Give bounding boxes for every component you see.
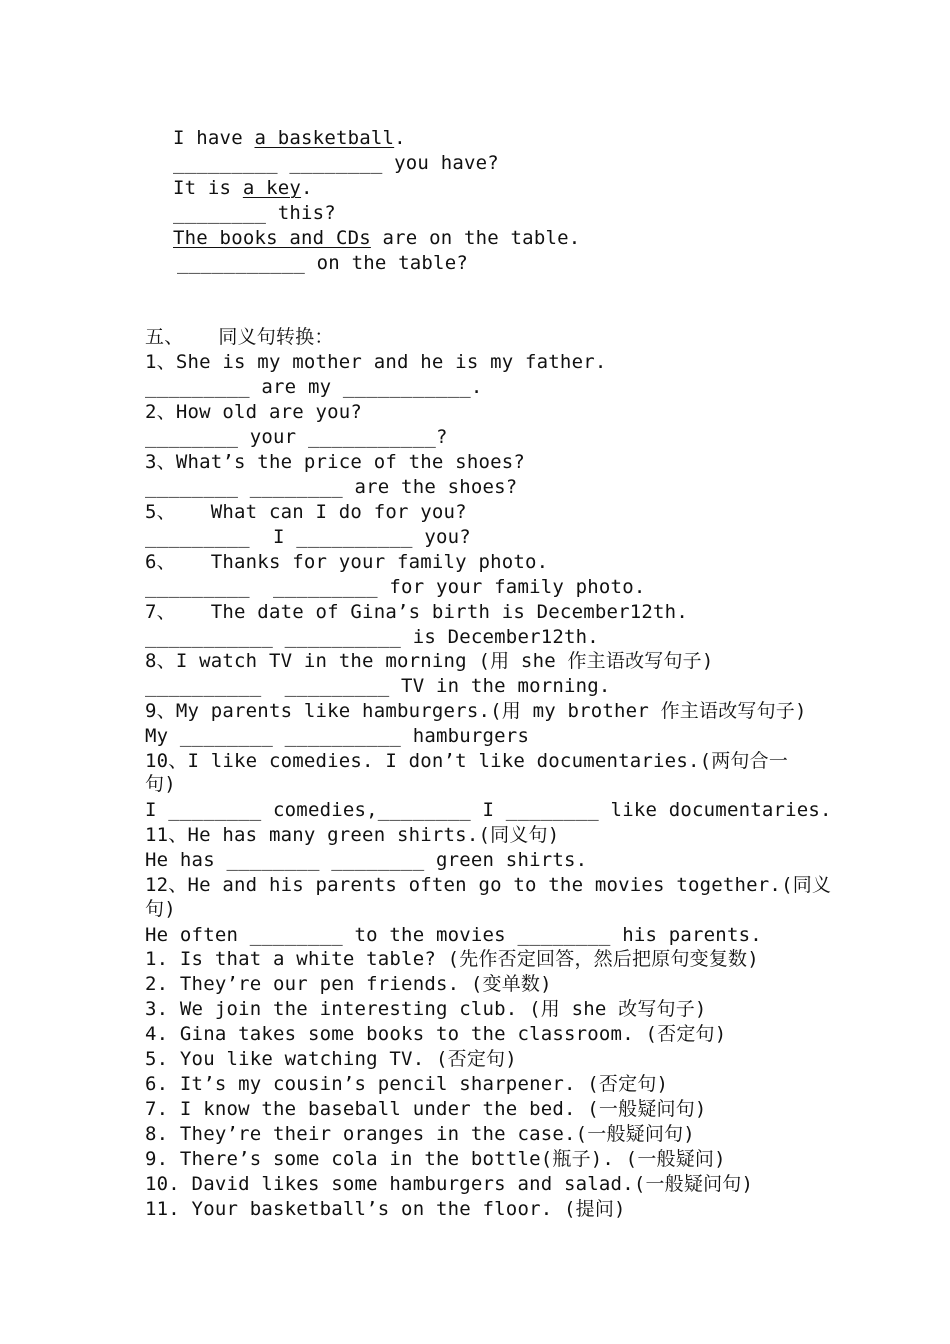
exercise-line: 5、 What can I do for you? [145, 501, 467, 523]
exercise-line: __________ _________ TV in the morning. [145, 675, 611, 697]
exercise-line [173, 226, 580, 250]
exercise-line: ________ your ___________? [145, 426, 448, 448]
exercise-line: 10. David likes some hamburgers and salad.(一般疑问句) [145, 1173, 754, 1195]
exercise-line: 7、 The date of Gina’s birth is December12th. [145, 601, 688, 623]
text: . [394, 127, 406, 149]
exercise-line [173, 126, 406, 150]
exercise-line: 9、My parents like hamburgers.(用 my brother 作主语改写句子) [145, 700, 807, 722]
underlined-text: a key [242, 177, 302, 199]
exercise-line: He has ________ ________ green shirts. [145, 849, 588, 871]
exercise-line: 句) [145, 898, 176, 920]
exercise-line: 8、I watch TV in the morning (用 she 作主语改写句子) [145, 650, 714, 672]
exercise-line: 句) [145, 773, 176, 795]
exercise-line: 6、 Thanks for your family photo. [145, 551, 549, 573]
exercise-line: My ________ __________ hamburgers [145, 725, 530, 747]
exercise-line: He often ________ to the movies ________ his parents. [145, 924, 762, 946]
text: . [301, 177, 313, 199]
exercise-line: 4. Gina takes some books to the classroom. (否定句) [145, 1023, 727, 1045]
exercise-line: 11、He has many green shirts.(同义句) [145, 824, 560, 846]
text: I have [173, 127, 255, 149]
exercise-line [173, 176, 313, 200]
exercise-line: 10、I like comedies. I don’t like documentaries.(两句合一 [145, 750, 789, 772]
section-heading: 五、 同义句转换： [145, 326, 334, 348]
text: It is [173, 177, 243, 199]
exercise-line: 8. They’re their oranges in the case.(一般疑问句) [145, 1123, 695, 1145]
underlined-text: The books and CDs [173, 227, 371, 249]
blank-line: _________ ________ you have? [173, 152, 499, 174]
exercise-line: ________ ________ are the shoes? [145, 476, 518, 498]
exercise-line: 3、What’s the price of the shoes? [145, 451, 526, 473]
exercise-line: ___________ __________ is December12th. [145, 626, 599, 648]
exercise-line: _________ _________ for your family photo. [145, 576, 646, 598]
exercise-line: _________ I __________ you? [145, 526, 471, 548]
exercise-line: _________ are my ___________. [145, 376, 483, 398]
exercise-line: 2. They’re our pen friends. (变单数) [145, 973, 552, 995]
exercise-line: 11. Your basketball’s on the floor. (提问) [145, 1198, 626, 1220]
exercise-line: 9. There’s some cola in the bottle(瓶子). (一般疑问) [145, 1148, 726, 1170]
exercise-line: 2、How old are you? [145, 401, 363, 423]
exercise-line: 7. I know the baseball under the bed. (一般疑问句) [145, 1098, 707, 1120]
exercise-line: 5. You like watching TV. (否定句) [145, 1048, 517, 1070]
exercise-line: 1. Is that a white table? (先作否定回答，然后把原句变复数) [145, 948, 759, 970]
exercise-line: 6. It’s my cousin’s pencil sharpener. (否定句) [145, 1073, 669, 1095]
underlined-text: a basketball [254, 127, 395, 149]
exercise-line: 12、He and his parents often go to the movies together.(同义 [145, 874, 832, 896]
blank-line: ___________ on the table? [177, 252, 468, 274]
exercise-line: 1、She is my mother and he is my father. [145, 351, 607, 373]
text: are on the table. [370, 227, 581, 249]
exercise-line: 3. We join the interesting club. (用 she 改写句子) [145, 998, 707, 1020]
exercise-line: I ________ comedies,________ I ________ like documentaries. [145, 799, 832, 821]
blank-line: ________ this? [173, 202, 336, 224]
